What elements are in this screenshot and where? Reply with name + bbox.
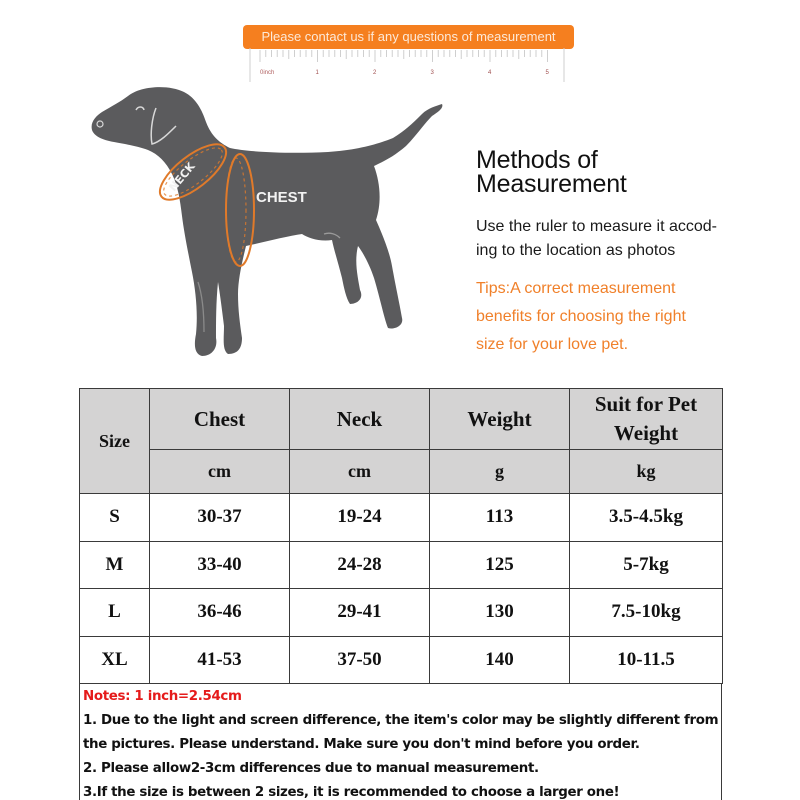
cell-neck: 19-24 <box>290 494 430 542</box>
table-row <box>80 494 723 542</box>
notes-title: Notes: 1 inch=2.54cm <box>83 689 242 704</box>
header-pet-weight <box>570 389 723 450</box>
cell-size: S <box>80 494 150 542</box>
cell-size: XL <box>80 636 150 684</box>
methods-desc-line2: ing to the location as photos <box>476 242 676 259</box>
cell-neck: 29-41 <box>290 589 430 637</box>
cell-chest: 33-40 <box>150 541 290 589</box>
notes-line: 2. Please allow2-3cm differences due to manual measurement. <box>83 761 539 776</box>
contact-banner: Please contact us if any questions of measurement <box>243 25 574 49</box>
methods-section <box>476 148 776 359</box>
cell-size: M <box>80 541 150 589</box>
header-pet-weight-line2: Weight <box>613 421 679 445</box>
cell-weight: 130 <box>430 589 570 637</box>
notes-line: 1. Due to the light and screen difference, the item's color may be slightly different from <box>83 713 719 728</box>
cell-pet-weight: 5-7kg <box>570 541 723 589</box>
cell-chest: 30-37 <box>150 494 290 542</box>
cell-pet-weight: 10-11.5 <box>570 636 723 684</box>
tips-line2: benefits for choosing the right <box>476 308 686 325</box>
header-neck: Neck <box>290 389 430 450</box>
cell-neck: 24-28 <box>290 541 430 589</box>
ruler-mark-label: 2 <box>373 70 377 76</box>
cell-chest: 36-46 <box>150 589 290 637</box>
unit-weight: g <box>430 450 570 494</box>
dog-measurement-illustration <box>88 82 448 364</box>
ruler-unit-label: 0inch <box>260 70 275 76</box>
ruler-ticks <box>260 50 548 62</box>
header-size: Size <box>80 389 150 494</box>
ruler-mark-label: 5 <box>545 70 549 76</box>
unit-neck: cm <box>290 450 430 494</box>
cell-size: L <box>80 589 150 637</box>
header-chest: Chest <box>150 389 290 450</box>
ruler-mark-label: 4 <box>488 70 492 76</box>
neck-label: NECK <box>166 160 198 194</box>
table-units-row <box>80 450 723 494</box>
cell-pet-weight: 7.5-10kg <box>570 589 723 637</box>
cell-pet-weight: 3.5-4.5kg <box>570 494 723 542</box>
methods-desc-line1: Use the ruler to measure it accod- <box>476 218 717 235</box>
header-weight: Weight <box>430 389 570 450</box>
methods-title-line2: Measurement <box>476 170 627 198</box>
table-row <box>80 589 723 637</box>
notes-line: 3.If the size is between 2 sizes, it is recommended to choose a larger one! <box>83 785 620 800</box>
tips-line3: size for your love pet. <box>476 336 629 353</box>
cell-weight: 125 <box>430 541 570 589</box>
chest-label: CHEST <box>256 189 307 206</box>
notes-line: the pictures. Please understand. Make sure you don't mind before you order. <box>83 737 640 752</box>
notes-section <box>79 684 722 800</box>
table-row <box>80 636 723 684</box>
ruler-mark-label: 1 <box>315 70 319 76</box>
ruler-mark-label: 3 <box>430 70 434 76</box>
methods-title <box>476 148 776 196</box>
dog-silhouette <box>92 87 443 356</box>
cell-weight: 113 <box>430 494 570 542</box>
tips-line1: Tips:A correct measurement <box>476 280 676 297</box>
unit-pet-weight: kg <box>570 450 723 494</box>
size-chart-table <box>79 388 723 684</box>
unit-chest: cm <box>150 450 290 494</box>
methods-description <box>476 215 776 263</box>
cell-weight: 140 <box>430 636 570 684</box>
cell-chest: 41-53 <box>150 636 290 684</box>
cell-neck: 37-50 <box>290 636 430 684</box>
header-pet-weight-line1: Suit for Pet <box>594 392 698 416</box>
methods-tips <box>476 275 776 359</box>
ruler-graphic <box>248 48 573 84</box>
table-header-row <box>80 389 723 450</box>
methods-title-line1: Methods of <box>476 146 598 174</box>
table-row <box>80 541 723 589</box>
